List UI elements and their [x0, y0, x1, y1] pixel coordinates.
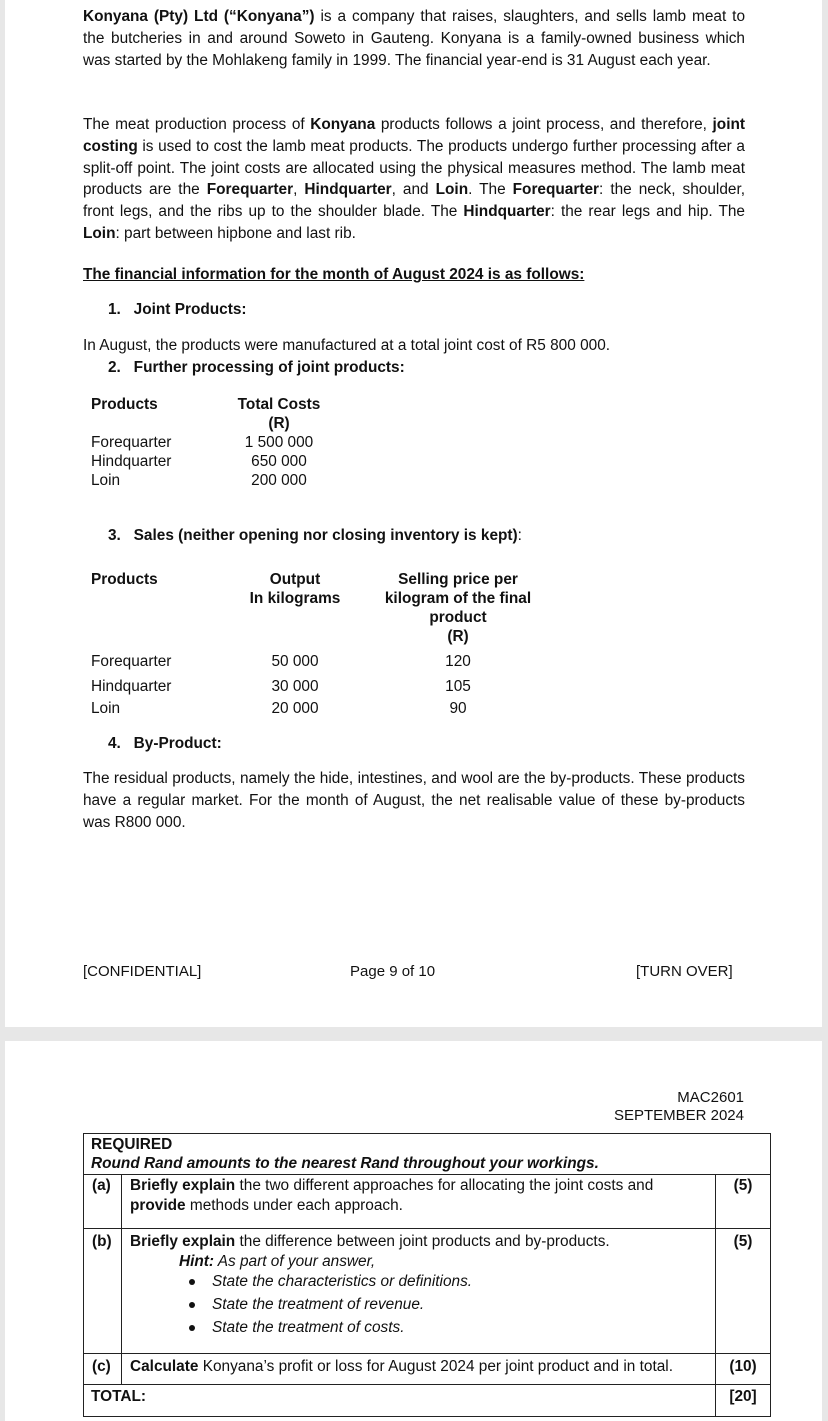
- costs-row-value: 200 000: [251, 472, 307, 489]
- sales-row-product: Hindquarter: [91, 678, 172, 695]
- footer-turn-over: [TURN OVER]: [636, 963, 733, 980]
- exam-date: SEPTEMBER 2024: [613, 1107, 744, 1124]
- sales-col-output: Output: [269, 571, 321, 588]
- total-label: TOTAL:: [91, 1388, 146, 1405]
- hint-bullet: State the treatment of revenue.: [189, 1293, 472, 1316]
- hint-bullet: State the treatment of costs.: [189, 1316, 472, 1339]
- question-c-marks: (10): [729, 1358, 757, 1375]
- sales-row-output: 20 000: [271, 700, 319, 717]
- exam-page-9: [5, 0, 822, 1027]
- sales-row-price: 120: [445, 653, 471, 670]
- question-a-marks: (5): [733, 1177, 753, 1194]
- costs-row-product: Loin: [91, 472, 121, 489]
- intro-paragraph-1: Konyana (Pty) Ltd (“Konyana”) is a company that raises, slaughters, and sells lamb meat to the butcheries in and around Soweto in Gauteng. Konyana is a family-owned business which was started by the Mohlakeng family in 1999. The financial year-end is 31 August each year.: [83, 8, 746, 69]
- costs-row-value: 650 000: [251, 453, 307, 470]
- required-title: REQUIRED: [91, 1136, 173, 1153]
- costs-col-products: Products: [91, 396, 158, 413]
- sales-row-product: Forequarter: [91, 653, 172, 670]
- section-1-text: In August, the products were manufactured at a total joint cost of R5 800 000.: [83, 337, 611, 354]
- sales-col-price: product: [429, 609, 487, 626]
- question-b-marks: (5): [733, 1233, 753, 1250]
- sales-col-price-unit: (R): [447, 628, 469, 645]
- sales-row-output: 30 000: [271, 678, 319, 695]
- sales-row-output: 50 000: [271, 653, 319, 670]
- footer-page-number: Page 9 of 10: [350, 963, 436, 980]
- hint-bullet-list: [189, 1270, 472, 1339]
- company-name: Konyana (Pty) Ltd (“Konyana”): [83, 8, 315, 25]
- question-c-text: Calculate Konyana’s profit or loss for August 2024 per joint product and in total.: [130, 1358, 673, 1375]
- question-b-text: Briefly explain the difference between joint products and by-products.: [130, 1233, 610, 1250]
- section-1-heading: 1. Joint Products:: [108, 301, 247, 318]
- question-b-hint: Hint: As part of your answer,: [179, 1253, 376, 1270]
- question-a-label: (a): [92, 1177, 111, 1194]
- rounding-instruction: Round Rand amounts to the nearest Rand throughout your workings.: [91, 1155, 599, 1172]
- question-c-label: (c): [92, 1358, 111, 1375]
- sales-col-price: Selling price per: [398, 571, 518, 588]
- costs-col-unit: (R): [268, 415, 290, 432]
- total-marks: [20]: [729, 1388, 757, 1405]
- costs-row-value: 1 500 000: [244, 434, 314, 451]
- section-2-heading: 2. Further processing of joint products:: [108, 359, 405, 376]
- required-table: [83, 1133, 771, 1417]
- section-3-heading: 3. Sales (neither opening nor closing inventory is kept):: [108, 527, 522, 544]
- exam-page-10: [5, 1041, 822, 1421]
- sales-col-price: kilogram of the final: [384, 590, 532, 607]
- costs-row-product: Forequarter: [91, 434, 172, 451]
- intro-paragraph-2: The meat production process of Konyana products follows a joint process, and therefore, joint costing is used to cost the lamb meat products. The products undergo further processing after a split-off point. The joint costs are allocated using the physical measures method. The lamb meat products are the Forequarter, Hindquarter, and Loin. The Forequarter: the neck, shoulder, front legs, and the ribs up to the shoulder blade. The Hindquarter: the rear legs and hip. The Loin: part between hipbone and last rib.: [83, 116, 746, 242]
- sales-row-price: 105: [445, 678, 471, 695]
- sales-row-price: 90: [449, 700, 467, 717]
- sales-col-products: Products: [91, 571, 158, 588]
- question-b-label: (b): [92, 1233, 112, 1250]
- sales-row-product: Loin: [91, 700, 121, 717]
- question-a-text: Briefly explain the two different approaches for allocating the joint costs and provide methods under each approach.: [130, 1177, 654, 1214]
- course-code: MAC2601: [677, 1089, 744, 1106]
- financial-info-heading: The financial information for the month of August 2024 is as follows:: [83, 266, 585, 283]
- footer-confidential: [CONFIDENTIAL]: [83, 963, 202, 980]
- section-4-text: The residual products, namely the hide, intestines, and wool are the by-products. These products have a regular market. For the month of August, the net realisable value of these by-products was R800 000.: [83, 770, 745, 831]
- costs-row-product: Hindquarter: [91, 453, 172, 470]
- hint-bullet: State the characteristics or definitions.: [189, 1270, 472, 1293]
- sales-col-output-unit: In kilograms: [249, 590, 341, 607]
- costs-col-total: Total Costs: [237, 396, 321, 413]
- section-4-heading: 4. By-Product:: [108, 735, 222, 752]
